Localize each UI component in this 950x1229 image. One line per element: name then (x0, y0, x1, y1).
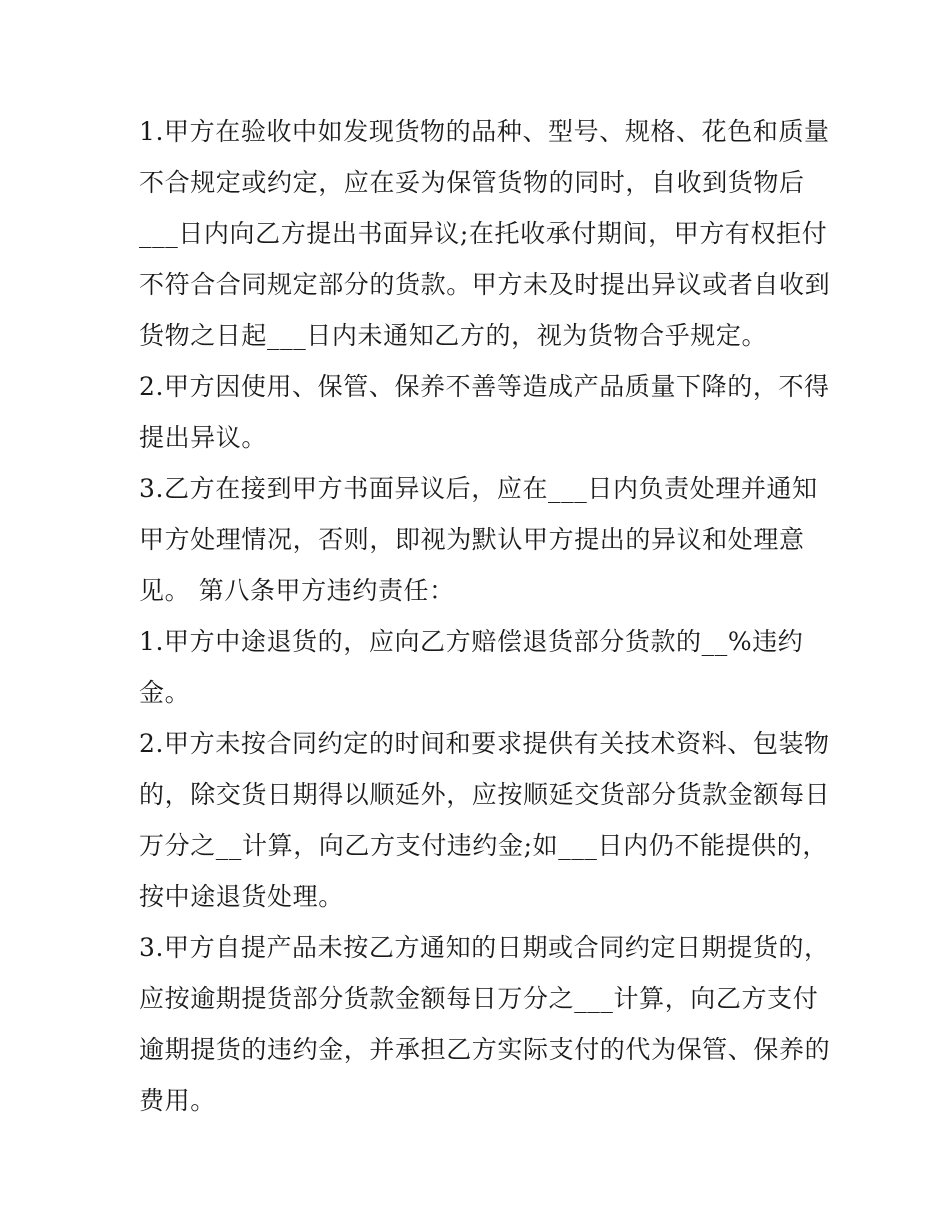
clause-paragraph-2 (139, 361, 830, 463)
text-line: 万分之__计算，向乙方支付违约金;如___日内仍不能提供的， (139, 831, 828, 860)
text-line: 见。 第八条甲方违约责任： (139, 576, 455, 605)
clause-paragraph-3 (139, 463, 819, 616)
clause-paragraph-5 (139, 718, 831, 922)
text-line: 1.甲方在验收中如发现货物的品种、型号、规格、花色和质量 (139, 117, 830, 146)
text-line: 应按逾期提货部分货款金额每日万分之___计算，向乙方支付 (139, 984, 819, 1013)
text-line: 3.乙方在接到甲方书面异议后，应在___日内负责处理并通知 (139, 474, 818, 503)
text-line: 货物之日起___日内未通知乙方的，视为货物合乎规定。 (139, 321, 768, 350)
text-line: 的，除交货日期得以顺延外，应按顺延交货部分货款金额每日 (139, 780, 831, 809)
text-line: 1.甲方中途退货的，应向乙方赔偿退货部分货款的__%违约 (139, 627, 804, 656)
text-line: 2.甲方未按合同约定的时间和要求提供有关技术资料、包装物 (139, 729, 830, 758)
text-line: 提出异议。 (139, 423, 268, 452)
text-line: 2.甲方因使用、保管、保养不善等造成产品质量下降的，不得 (139, 372, 830, 401)
text-line: 3.甲方自提产品未按乙方通知的日期或合同约定日期提货的， (139, 933, 830, 962)
clause-paragraph-1 (139, 106, 831, 361)
text-line: 甲方处理情况，否则，即视为默认甲方提出的异议和处理意 (139, 525, 805, 554)
text-line: 金。 (139, 678, 191, 707)
text-line: 费用。 (139, 1086, 216, 1115)
clause-paragraph-4 (139, 616, 819, 718)
text-line: 逾期提货的违约金，并承担乙方实际支付的代为保管、保养的 (139, 1035, 831, 1064)
text-line: ___日内向乙方提出书面异议;在托收承付期间，甲方有权拒付 (139, 219, 828, 248)
document-body (139, 106, 831, 1126)
text-line: 不符合合同规定部分的货款。甲方未及时提出异议或者自收到 (139, 270, 831, 299)
text-line: 不合规定或约定，应在妥为保管货物的同时，自收到货物后 (139, 168, 805, 197)
text-line: 按中途退货处理。 (139, 882, 344, 911)
clause-paragraph-6 (139, 922, 831, 1126)
